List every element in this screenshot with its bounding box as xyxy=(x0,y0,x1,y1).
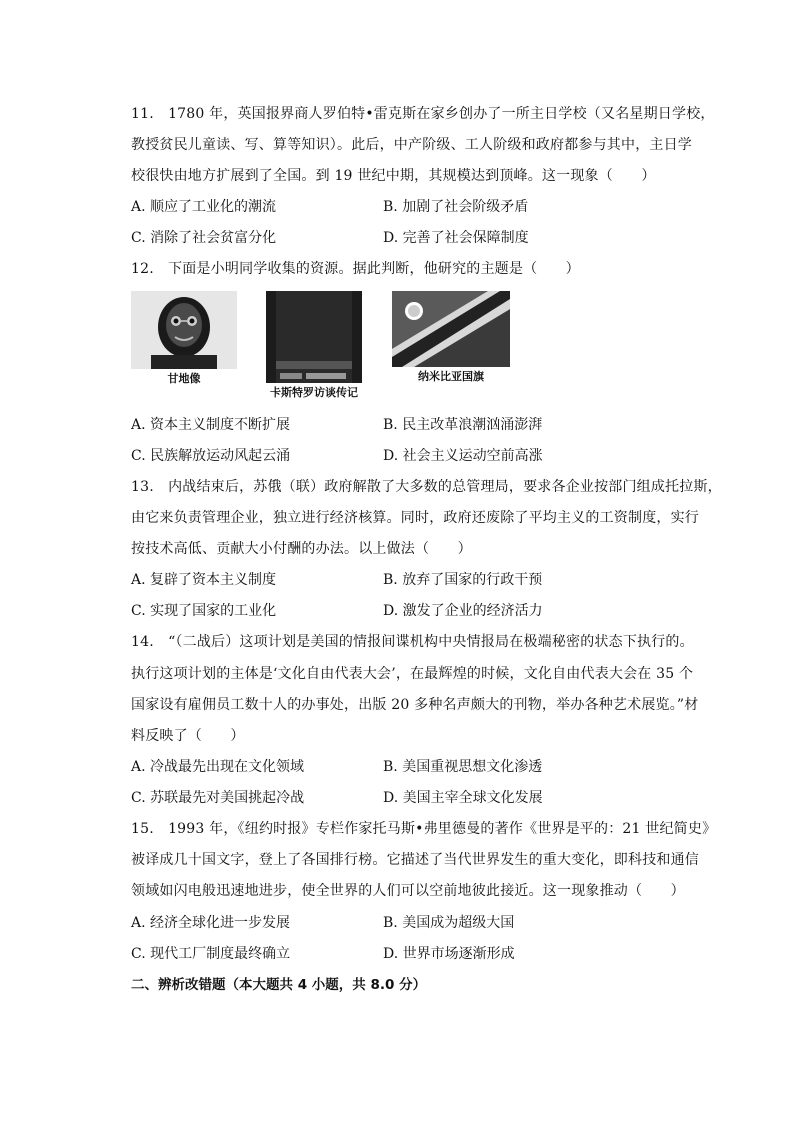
namibia-flag-image xyxy=(392,291,510,367)
q13-option-c: C. 实现了国家的工业化 xyxy=(131,603,277,619)
q13-option-d: D. 激发了企业的经济活力 xyxy=(383,603,543,619)
q11-option-c: C. 消除了社会贫富分化 xyxy=(131,230,277,246)
q15-option-d: D. 世界市场逐渐形成 xyxy=(383,946,515,962)
q11-option-d: D. 完善了社会保障制度 xyxy=(383,230,529,246)
q11-option-b: B. 加剧了社会阶级矛盾 xyxy=(383,199,529,215)
gandhi-figure xyxy=(131,291,237,387)
q13-line-1: 13. 内战结束后，苏俄（联）政府解散了大多数的总管理局，要求各企业按部门组成托拉斯， xyxy=(131,479,722,495)
q11-line-2: 教授贫民儿童读、写、算等知识）。此后，中产阶级、工人阶级和政府都参与其中，主日学 xyxy=(131,137,692,153)
castro-figure xyxy=(266,291,362,401)
q14-option-b: B. 美国重视思想文化渗透 xyxy=(383,759,543,775)
q14-option-c: C. 苏联最先对美国挑起冷战 xyxy=(131,790,305,806)
q13-option-a: A. 复辟了资本主义制度 xyxy=(131,572,277,588)
q15-option-c: C. 现代工厂制度最终确立 xyxy=(131,946,291,962)
q12-option-c: C. 民族解放运动风起云涌 xyxy=(131,448,291,464)
castro-book-cover-image xyxy=(266,291,362,383)
q13-line-2: 由它来负责管理企业，独立进行经济核算。同时，政府还废除了平均主义的工资制度，实行 xyxy=(131,510,699,526)
q11-line-3: 校很快由地方扩展到了全国。到 19 世纪中期，其规模达到顶峰。这一现象（ ） xyxy=(131,168,656,184)
castro-caption: 卡斯特罗访谈传记 xyxy=(270,386,358,399)
q14-line-3: 国家设有雇佣员工数十人的办事处，出版 20 多种名声颇大的刊物，举办各种艺术展览。”材 xyxy=(131,697,699,713)
q14-line-1: 14. “（二战后）这项计划是美国的情报间谍机构中央情报局在极端秘密的状态下执行的。 xyxy=(131,634,694,650)
q12-line-1: 12. 下面是小明同学收集的资源。据此判断，他研究的主题是（ ） xyxy=(131,261,580,277)
gandhi-caption: 甘地像 xyxy=(167,372,201,385)
q15-line-2: 被译成几十国文字，登上了各国排行榜。它描述了当代世界发生的重大变化，即科技和通信 xyxy=(131,852,699,868)
q15-option-a: A. 经济全球化进一步发展 xyxy=(131,915,291,931)
q13-line-3: 按技术高低、贡献大小付酬的办法。以上做法（ ） xyxy=(131,541,472,557)
namibia-caption: 纳米比亚国旗 xyxy=(418,370,484,383)
gandhi-portrait-image xyxy=(131,291,237,369)
q14-option-d: D. 美国主宰全球文化发展 xyxy=(383,790,543,806)
section-heading: 二、辨析改错题（本大题共 4 小题，共 8.0 分） xyxy=(131,977,427,993)
q14-line-2: 执行这项计划的主体是‘文化自由代表大会’，在最辉煌的时候，文化自由代表大会在 35 个 xyxy=(131,666,694,682)
q12-option-a: A. 资本主义制度不断扩展 xyxy=(131,417,291,433)
q14-option-a: A. 冷战最先出现在文化领域 xyxy=(131,759,305,775)
q12-option-d: D. 社会主义运动空前高涨 xyxy=(383,448,543,464)
q15-line-3: 领域如闪电般迅速地进步，使全世界的人们可以空前地彼此接近。这一现象推动（ ） xyxy=(131,883,685,899)
q11-line-1: 11. 1780 年，英国报界商人罗伯特•雷克斯在家乡创办了一所主日学校（又名星期日学校， xyxy=(131,106,715,122)
namibia-figure xyxy=(392,291,510,385)
q15-option-b: B. 美国成为超级大国 xyxy=(383,915,515,931)
q15-line-1: 15. 1993 年，《纽约时报》专栏作家托马斯•弗里德曼的著作《世界是平的：21 世纪简史》 xyxy=(131,821,717,837)
q12-option-b: B. 民主改革浪潮汹涌澎湃 xyxy=(383,417,543,433)
q13-option-b: B. 放弃了国家的行政干预 xyxy=(383,572,543,588)
q11-option-a: A. 顺应了工业化的潮流 xyxy=(131,199,277,215)
q14-line-4: 料反映了（ ） xyxy=(131,728,245,744)
